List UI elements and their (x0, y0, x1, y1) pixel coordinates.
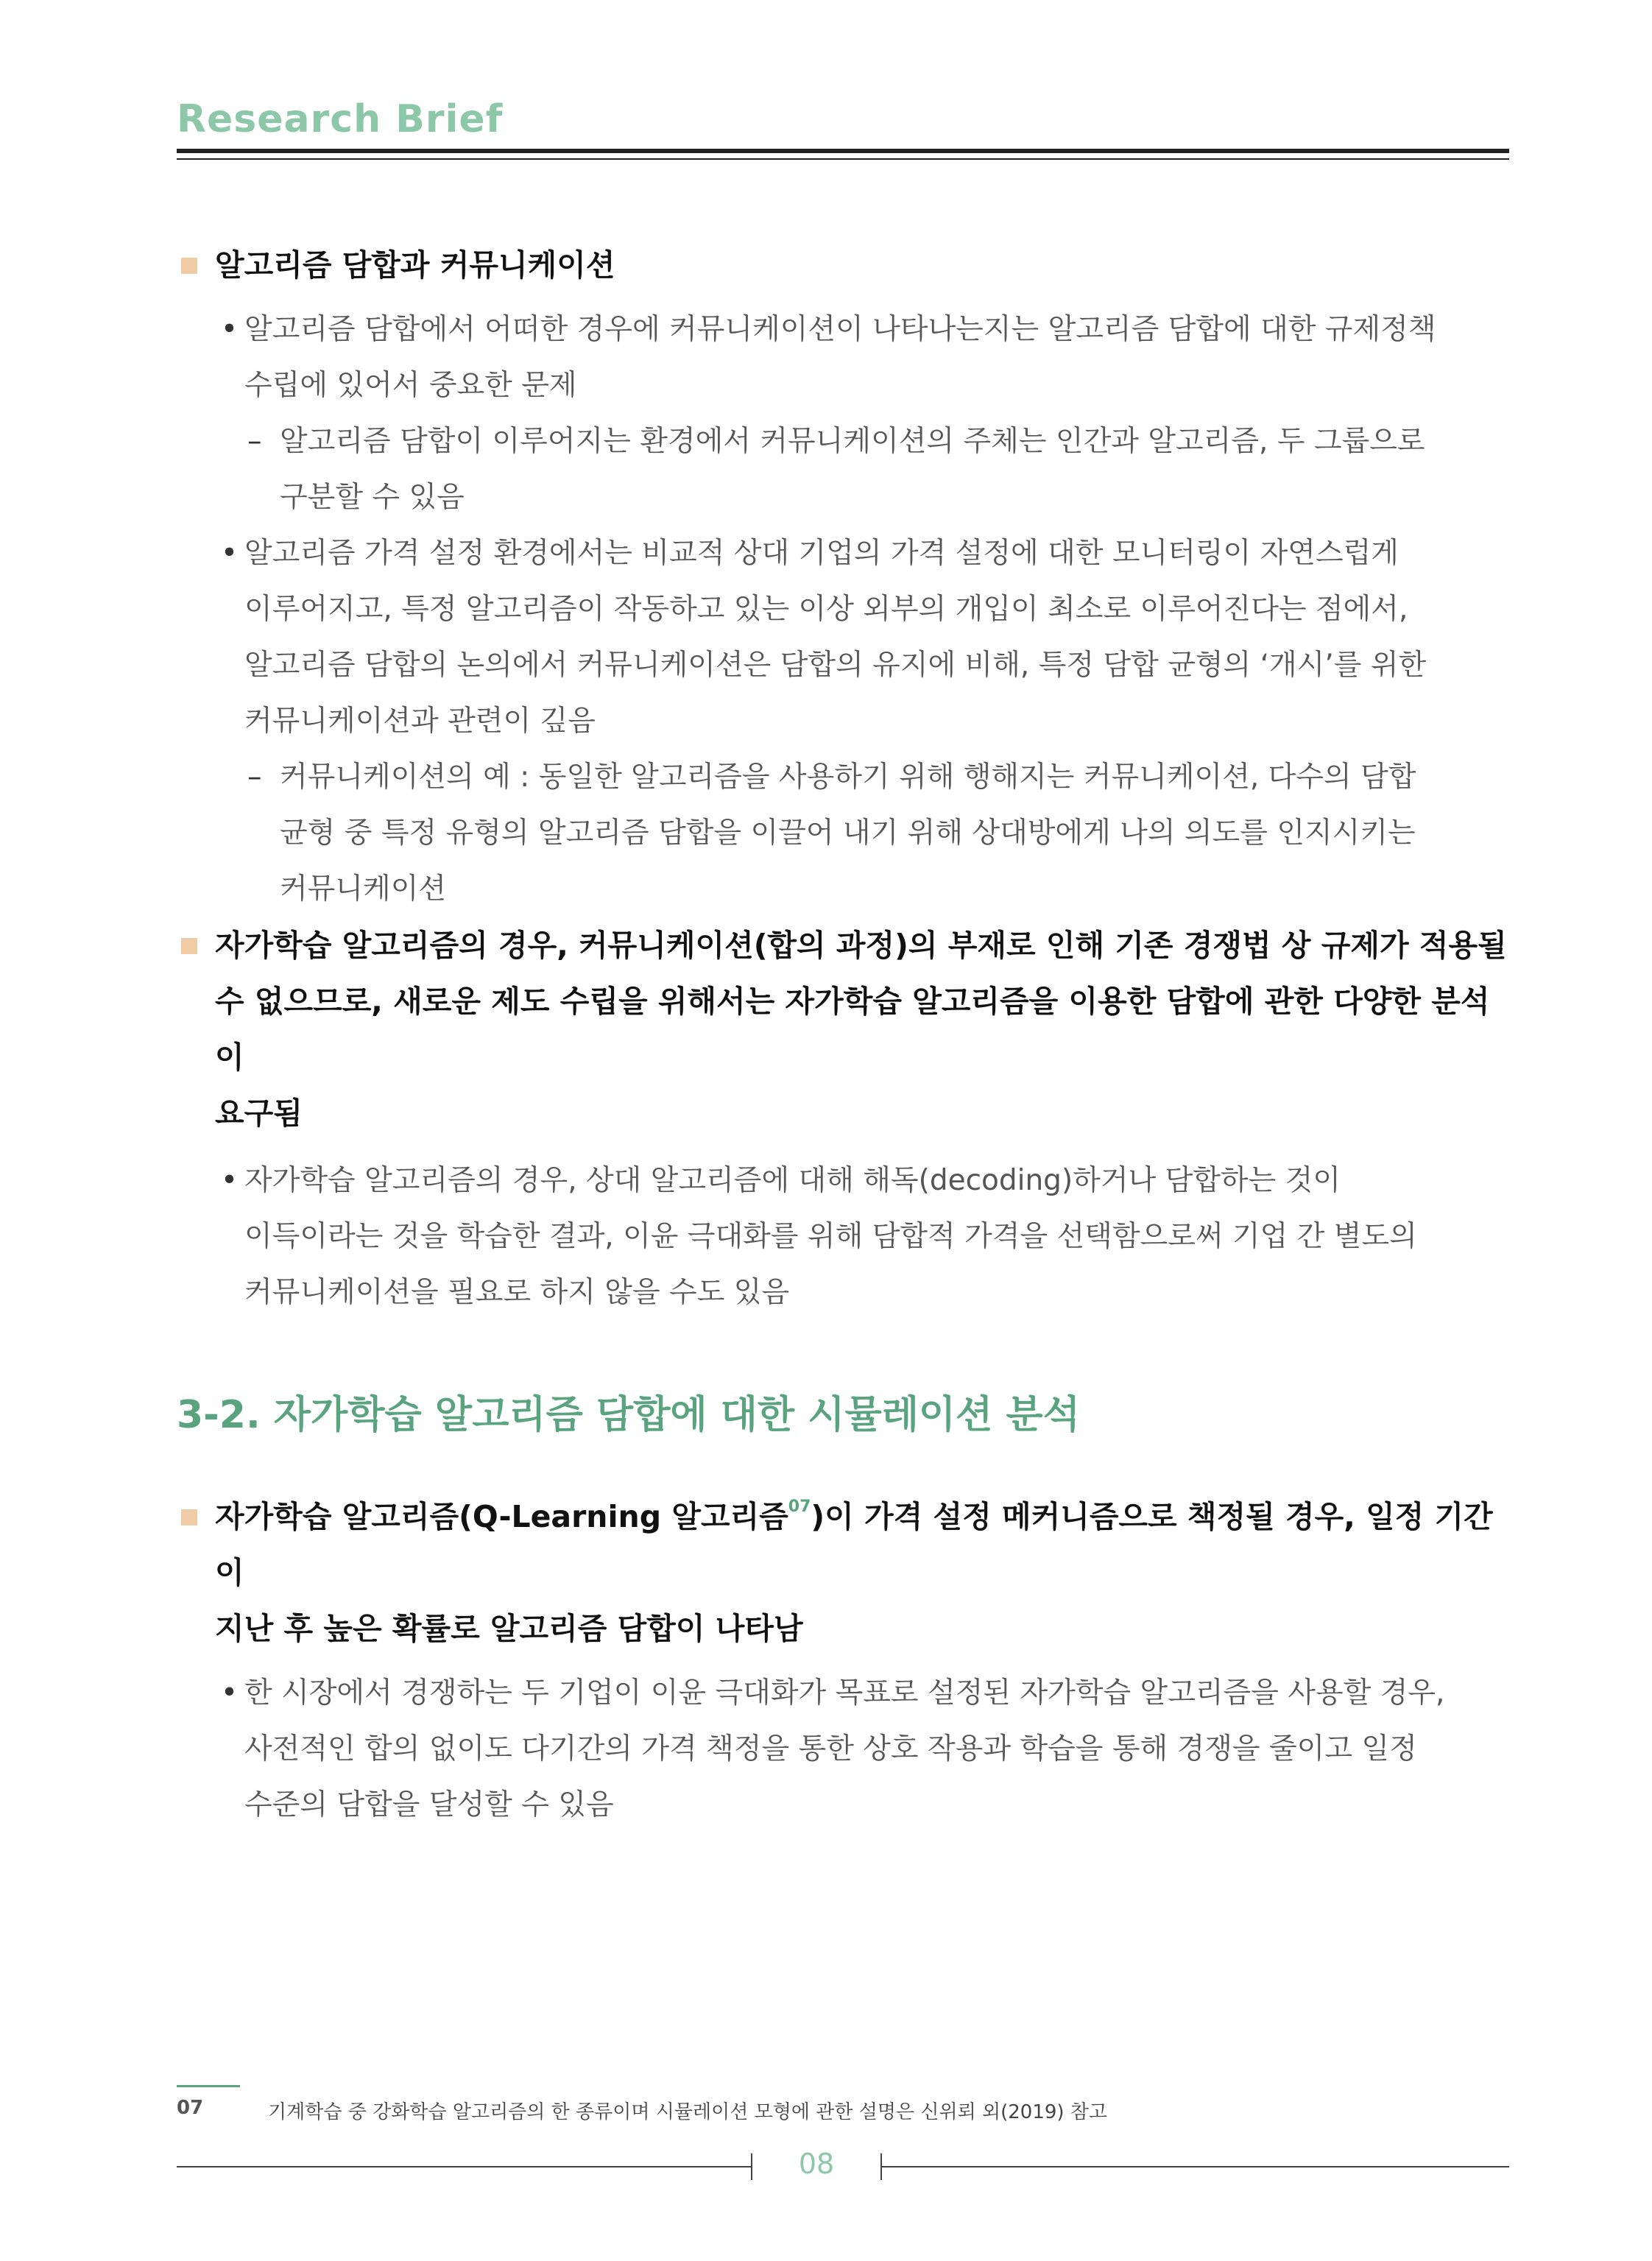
footnote-rule (177, 2085, 240, 2087)
square-bullet-icon (181, 938, 197, 954)
bullet-line: 수준의 담합을 달성할 수 있음 (244, 1788, 614, 1821)
header-rule-thin (177, 158, 1509, 160)
dash-line: 커뮤니케이션의 예 : 동일한 알고리즘을 사용하기 위해 행해지는 커뮤니케이션, 다수의 담합 (280, 761, 1416, 794)
heading-line: 지난 후 높은 확률로 알고리즘 담합이 나타남 (215, 1611, 803, 1646)
bullet-line: 알고리즘 담합에서 어떠한 경우에 커뮤니케이션이 나타나는지는 알고리즘 담합에 대한 규제정책 (244, 313, 1436, 346)
bullet-dot-icon: • (221, 313, 239, 346)
heading-line (215, 1489, 1509, 1601)
footnote-text: 기계학습 중 강화학습 알고리즘의 한 종류이며 시뮬레이션 모형에 관한 설명은 신위뢰 외(2019) 참고 (268, 2101, 1108, 2123)
footer-rule-right (880, 2166, 1509, 2167)
bullet-line: 자가학습 알고리즘의 경우, 상대 알고리즘에 대해 해독(decoding)하거나 담합하는 것이 (244, 1164, 1341, 1197)
footnote-reference[interactable]: 07 (788, 1498, 811, 1516)
bullet-line: 커뮤니케이션과 관련이 깊음 (244, 705, 596, 738)
dash-item (177, 749, 1509, 917)
heading-text: 자가학습 알고리즘(Q-Learning 알고리즘 (215, 1499, 788, 1534)
bullet-line: 사전적인 합의 없이도 다기간의 가격 책정을 통한 상호 작용과 학습을 통해 경쟁을 줄이고 일정 (244, 1732, 1417, 1766)
bullet-item (177, 1665, 1509, 1833)
dash-line: 구분할 수 있음 (280, 481, 465, 514)
heading-text: 알고리즘 담합과 커뮤니케이션 (215, 247, 615, 283)
header-rule-thick (177, 149, 1509, 153)
bullet-line: 수립에 있어서 중요한 문제 (244, 369, 577, 402)
bullet-line: 이루어지고, 특정 알고리즘이 작동하고 있는 이상 외부의 개입이 최소로 이루어진다는 점에서, (244, 593, 1408, 626)
square-bullet-icon (181, 1509, 197, 1525)
bullet-item (177, 526, 1509, 749)
bullet-item (177, 1153, 1509, 1321)
bullet-line: 한 시장에서 경쟁하는 두 기업이 이윤 극대화가 목표로 설정된 자가학습 알고리즘을 사용할 경우, (244, 1676, 1445, 1710)
heading-line: 수 없으므로, 새로운 제도 수립을 위해서는 자가학습 알고리즘을 이용한 담합에 관한 다양한 분석이 (215, 984, 1490, 1075)
bullet-line: 알고리즘 가격 설정 환경에서는 비교적 상대 기업의 가격 설정에 대한 모니터링이 자연스럽게 (244, 537, 1399, 570)
dash-line: 알고리즘 담합이 이루어지는 환경에서 커뮤니케이션의 주체는 인간과 알고리즘, 두 그룹으로 (280, 425, 1425, 458)
bullet-line: 커뮤니케이션을 필요로 하지 않을 수도 있음 (244, 1276, 790, 1309)
square-bullet-icon (181, 258, 197, 274)
heading-line: 자가학습 알고리즘의 경우, 커뮤니케이션(합의 과정)의 부재로 인해 기존 경쟁법 상 규제가 적용될 (215, 928, 1507, 963)
running-header-title: Research Brief (177, 97, 504, 141)
dash-line: 커뮤니케이션 (280, 872, 447, 906)
square-heading-q-learning (177, 1489, 1509, 1657)
section-heading-3-2: 3-2. 자가학습 알고리즘 담합에 대한 시뮬레이션 분석 (177, 1393, 1080, 1437)
bullet-line: 알고리즘 담합의 논의에서 커뮤니케이션은 담합의 유지에 비해, 특정 담합 균형의 ‘개시’를 위한 (244, 649, 1427, 682)
bullet-dot-icon: • (221, 1676, 239, 1710)
page-number: 08 (798, 2148, 835, 2180)
footer-rule-left (177, 2166, 751, 2167)
dash-line: 균형 중 특정 유형의 알고리즘 담합을 이끌어 내기 위해 상대방에게 나의 의도를 인지시키는 (280, 816, 1416, 850)
bullet-line: 이득이라는 것을 학습한 결과, 이윤 극대화를 위해 담합적 가격을 선택함으로써 기업 간 별도의 (244, 1220, 1417, 1253)
square-heading-communication (177, 237, 1509, 293)
footnote-number: 07 (177, 2097, 204, 2119)
heading-text: )이 가격 설정 메커니즘으로 책정될 경우, 일정 기간이 (215, 1499, 1493, 1590)
page-body (177, 237, 1509, 1833)
dash-marker-icon: – (247, 761, 262, 794)
dash-item (177, 414, 1509, 526)
bullet-dot-icon: • (221, 1164, 239, 1197)
bullet-item (177, 302, 1509, 414)
square-heading-self-learning (177, 917, 1509, 1141)
heading-line: 요구됨 (215, 1096, 303, 1131)
bullet-dot-icon: • (221, 537, 239, 570)
dash-marker-icon: – (247, 425, 262, 458)
